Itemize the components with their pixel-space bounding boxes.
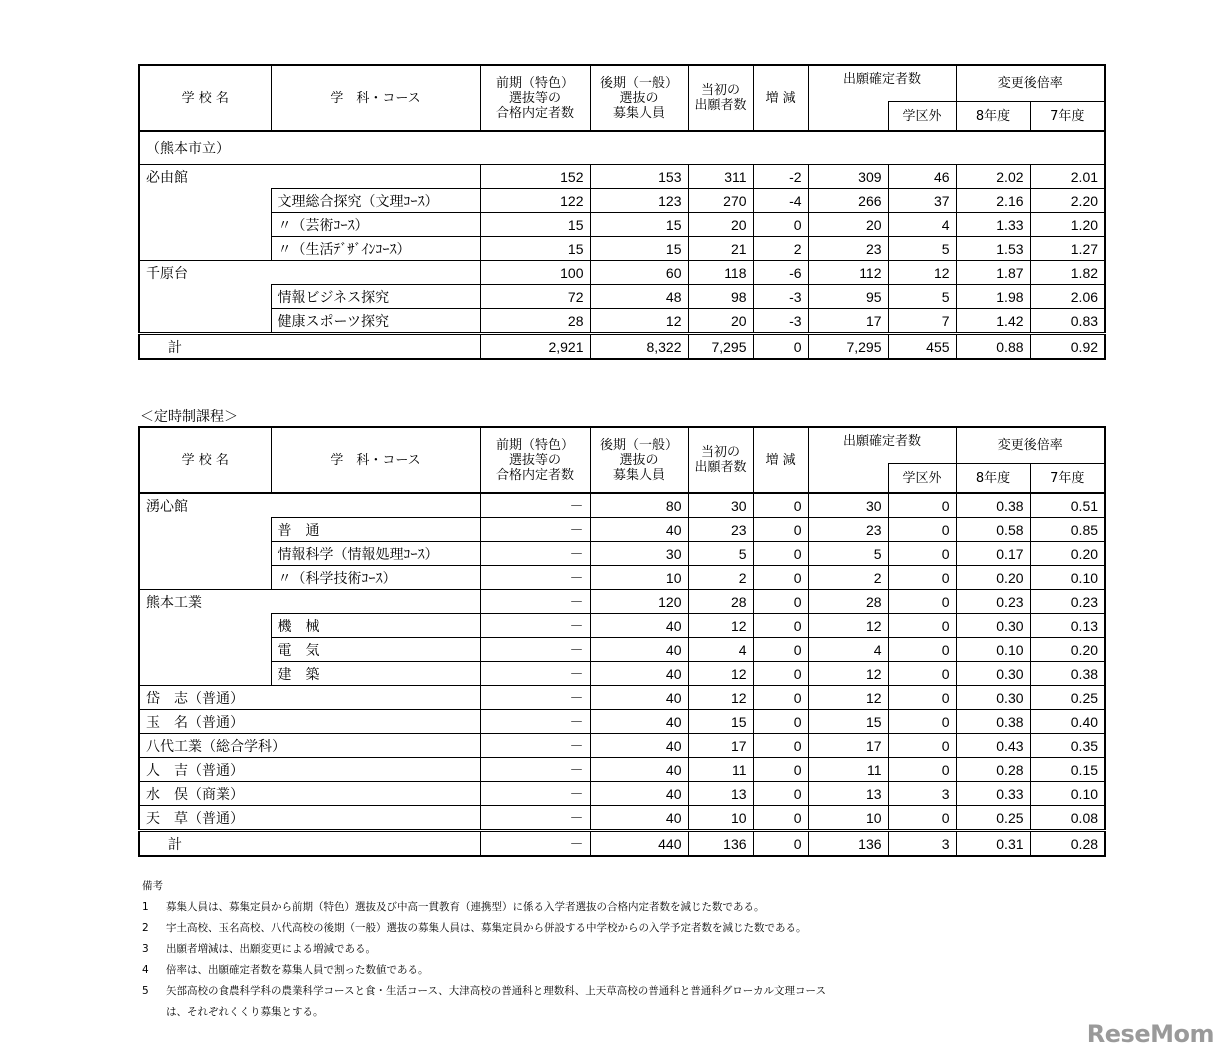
ratio-r7-cell: 0.20: [1030, 542, 1105, 566]
early-cell: －: [480, 734, 590, 758]
initial-header: 当初の 出願者数: [688, 65, 753, 131]
late-header: 後期（一般） 選抜の 募集人員: [590, 427, 688, 493]
table-row: [139, 518, 1105, 542]
note-number: 3: [142, 943, 149, 955]
school-name: 玉 名（普通）: [139, 710, 480, 734]
table-row: [139, 285, 1105, 309]
note-text: 倍率は、出願確定者数を募集人員で割った数値である。: [166, 964, 429, 976]
change-cell: 0: [753, 686, 808, 710]
initial-cell: 270: [688, 189, 753, 213]
change-cell: -3: [753, 309, 808, 334]
total-label: 計: [139, 831, 480, 857]
outside-cell: 37: [888, 189, 956, 213]
table-row: [139, 686, 1105, 710]
ratio-r7-cell: 2.20: [1030, 189, 1105, 213]
outside-cell: 0: [888, 542, 956, 566]
outside-cell: 0: [888, 590, 956, 614]
ratio-r7-cell: 0.28: [1030, 831, 1105, 857]
table-row: [139, 566, 1105, 590]
note-item: [142, 960, 826, 981]
late-cell: 80: [590, 493, 688, 518]
outside-cell: 0: [888, 686, 956, 710]
outside-cell: 0: [888, 638, 956, 662]
outside-cell: 455: [888, 334, 956, 360]
ratio-r7-cell: 1.82: [1030, 261, 1105, 285]
late-cell: 153: [590, 165, 688, 189]
table-row: [139, 782, 1105, 806]
ratio-r7-cell: 0.10: [1030, 782, 1105, 806]
course-name: 電 気: [271, 638, 480, 662]
ratio-r7-cell: 0.13: [1030, 614, 1105, 638]
initial-cell: 12: [688, 614, 753, 638]
outside-cell: 5: [888, 237, 956, 261]
late-cell: 440: [590, 831, 688, 857]
late-cell: 40: [590, 782, 688, 806]
school-name: 水 俣（商業）: [139, 782, 480, 806]
initial-cell: 20: [688, 213, 753, 237]
confirmed-cell: 13: [808, 782, 888, 806]
confirmed-header: 出願確定者数: [808, 65, 956, 102]
note-text: 宇土高校、玉名高校、八代高校の後期（一般）選抜の募集人員は、募集定員から併設する中学校からの入学予定者数を減じた数である。: [166, 922, 807, 934]
ratio-r7-cell: 0.25: [1030, 686, 1105, 710]
ratio-r8-cell: 2.02: [956, 165, 1030, 189]
table-row: [139, 165, 1105, 189]
late-cell: 40: [590, 758, 688, 782]
initial-cell: 2: [688, 566, 753, 590]
change-cell: 0: [753, 638, 808, 662]
school-name: [139, 614, 271, 638]
change-cell: 0: [753, 518, 808, 542]
table-row: [139, 758, 1105, 782]
confirmed-cell: 5: [808, 542, 888, 566]
school-header: 学 校 名: [139, 427, 271, 493]
ratio-r8-cell: 0.38: [956, 710, 1030, 734]
change-cell: -2: [753, 165, 808, 189]
outside-cell: 0: [888, 758, 956, 782]
confirmed-total-header: [808, 102, 888, 131]
outside-cell: 3: [888, 782, 956, 806]
confirmed-cell: 28: [808, 590, 888, 614]
note-text: は、それぞれくくり募集とする。: [166, 1006, 324, 1018]
confirmed-cell: 23: [808, 518, 888, 542]
ratio-r7-cell: 0.38: [1030, 662, 1105, 686]
change-cell: 0: [753, 782, 808, 806]
outside-cell: 5: [888, 285, 956, 309]
confirmed-cell: 4: [808, 638, 888, 662]
change-cell: 0: [753, 590, 808, 614]
confirmed-cell: 30: [808, 493, 888, 518]
initial-cell: 7,295: [688, 334, 753, 360]
ratio-r8-cell: 0.28: [956, 758, 1030, 782]
note-number: [142, 1002, 166, 1023]
table-row: [139, 542, 1105, 566]
initial-cell: 98: [688, 285, 753, 309]
ratio-r8-cell: 0.23: [956, 590, 1030, 614]
early-cell: －: [480, 493, 590, 518]
initial-cell: 21: [688, 237, 753, 261]
school-name: [139, 542, 271, 566]
outside-cell: 4: [888, 213, 956, 237]
outside-cell: 0: [888, 566, 956, 590]
parttime-table: [138, 426, 1106, 857]
ratio-r7-cell: 0.20: [1030, 638, 1105, 662]
school-name: 天 草（普通）: [139, 806, 480, 831]
ratio-header: 変更後倍率: [956, 65, 1105, 102]
early-cell: 15: [480, 213, 590, 237]
change-cell: 0: [753, 213, 808, 237]
ratio-r7-cell: 0.23: [1030, 590, 1105, 614]
early-cell: －: [480, 782, 590, 806]
confirmed-cell: 95: [808, 285, 888, 309]
late-cell: 120: [590, 590, 688, 614]
ratio-r7-cell: 1.27: [1030, 237, 1105, 261]
course-name: [271, 493, 480, 518]
initial-cell: 23: [688, 518, 753, 542]
ratio-r8-cell: 0.25: [956, 806, 1030, 831]
outside-cell: 0: [888, 614, 956, 638]
school-name: [139, 662, 271, 686]
early-header: 前期（特色） 選抜等の 合格内定者数: [480, 65, 590, 131]
table-row: [139, 213, 1105, 237]
school-name: [139, 518, 271, 542]
ratio-r7-cell: 0.10: [1030, 566, 1105, 590]
ratio-r7-cell: 0.85: [1030, 518, 1105, 542]
notes-title: 備考: [142, 880, 163, 892]
early-cell: 28: [480, 309, 590, 334]
change-cell: 0: [753, 710, 808, 734]
outside-cell: 0: [888, 662, 956, 686]
late-cell: 40: [590, 614, 688, 638]
table-row: [139, 662, 1105, 686]
outside-cell: 12: [888, 261, 956, 285]
early-cell: －: [480, 638, 590, 662]
note-text: 矢部高校の食農科学科の農業科学コースと食・生活コース、大津高校の普通科と理数科、上天草高校の普通科と普通科グローカル文理コース: [166, 985, 827, 997]
ratio-r8-cell: 0.30: [956, 662, 1030, 686]
change-cell: -3: [753, 285, 808, 309]
note-item: [142, 1002, 826, 1023]
ratio-r7-cell: 1.20: [1030, 213, 1105, 237]
course-name: 健康スポーツ探究: [271, 309, 480, 334]
late-cell: 40: [590, 734, 688, 758]
late-cell: 8,322: [590, 334, 688, 360]
early-cell: 2,921: [480, 334, 590, 360]
confirmed-cell: 2: [808, 566, 888, 590]
confirmed-cell: 11: [808, 758, 888, 782]
confirmed-cell: 136: [808, 831, 888, 857]
school-name: 岱 志（普通）: [139, 686, 480, 710]
table-row: [139, 831, 1105, 857]
note-number: 5: [142, 985, 149, 997]
late-cell: 40: [590, 518, 688, 542]
ratio-r8-cell: 0.33: [956, 782, 1030, 806]
ratio-r8-cell: 0.58: [956, 518, 1030, 542]
ratio-r8-cell: 0.17: [956, 542, 1030, 566]
outside-cell: 0: [888, 710, 956, 734]
early-cell: －: [480, 806, 590, 831]
ratio-r7-cell: 2.01: [1030, 165, 1105, 189]
course-name: 文理総合探究（文理ｺｰｽ）: [271, 189, 480, 213]
table-row: [139, 734, 1105, 758]
ratio-r7-cell: 0.15: [1030, 758, 1105, 782]
change-cell: -6: [753, 261, 808, 285]
total-label: 計: [139, 334, 480, 360]
change-cell: 0: [753, 493, 808, 518]
table-row: [139, 131, 1105, 165]
ratio-r8-cell: 0.10: [956, 638, 1030, 662]
school-name: [139, 237, 271, 261]
course-name: [271, 261, 480, 285]
ratio-r8-cell: 0.43: [956, 734, 1030, 758]
table-row: [139, 237, 1105, 261]
ratio-r8-cell: 0.38: [956, 493, 1030, 518]
table-row: [139, 806, 1105, 831]
early-cell: －: [480, 831, 590, 857]
change-cell: 0: [753, 662, 808, 686]
initial-cell: 136: [688, 831, 753, 857]
table-row: [139, 189, 1105, 213]
early-cell: 15: [480, 237, 590, 261]
late-cell: 40: [590, 710, 688, 734]
course-name: [271, 165, 480, 189]
confirmed-cell: 112: [808, 261, 888, 285]
ratio-r8-cell: 1.53: [956, 237, 1030, 261]
school-name: [139, 213, 271, 237]
note-item: [142, 939, 826, 960]
course-name: 〃（芸術ｺｰｽ）: [271, 213, 480, 237]
change-cell: 0: [753, 334, 808, 360]
change-cell: 0: [753, 806, 808, 831]
course-name: 機 械: [271, 614, 480, 638]
table-row: [139, 638, 1105, 662]
change-cell: 0: [753, 614, 808, 638]
course-name: 〃（科学技術ｺｰｽ）: [271, 566, 480, 590]
table-row: [139, 334, 1105, 360]
change-cell: 2: [753, 237, 808, 261]
ratio-r8-cell: 0.30: [956, 614, 1030, 638]
initial-cell: 311: [688, 165, 753, 189]
early-cell: －: [480, 518, 590, 542]
confirmed-cell: 12: [808, 614, 888, 638]
ratio-r8-cell: 1.42: [956, 309, 1030, 334]
note-text: 出願者増減は、出願変更による増減である。: [166, 943, 376, 955]
course-name: 情報科学（情報処理ｺｰｽ）: [271, 542, 480, 566]
course-name: 建 築: [271, 662, 480, 686]
outside-district-header: 学区外: [888, 102, 956, 131]
early-cell: －: [480, 542, 590, 566]
change-cell: 0: [753, 734, 808, 758]
initial-cell: 10: [688, 806, 753, 831]
confirmed-cell: 15: [808, 710, 888, 734]
ratio-r7-header: 7年度: [1030, 102, 1105, 131]
confirmed-cell: 309: [808, 165, 888, 189]
table-row: [139, 590, 1105, 614]
note-number: 4: [142, 964, 149, 976]
initial-cell: 12: [688, 662, 753, 686]
early-cell: －: [480, 662, 590, 686]
change-header: 増 減: [753, 427, 808, 493]
initial-cell: 5: [688, 542, 753, 566]
course-name: 情報ビジネス探究: [271, 285, 480, 309]
confirmed-cell: 12: [808, 662, 888, 686]
parttime-caption: ＜定時制課程＞: [140, 409, 238, 425]
late-cell: 15: [590, 237, 688, 261]
early-cell: 72: [480, 285, 590, 309]
confirmed-cell: 20: [808, 213, 888, 237]
early-cell: －: [480, 758, 590, 782]
school-name: [139, 285, 271, 309]
ratio-r7-cell: 0.92: [1030, 334, 1105, 360]
fulltime-table: [138, 64, 1106, 360]
ratio-r8-cell: 2.16: [956, 189, 1030, 213]
confirmed-cell: 7,295: [808, 334, 888, 360]
header-row: [139, 427, 1105, 464]
ratio-r7-cell: 0.35: [1030, 734, 1105, 758]
late-cell: 12: [590, 309, 688, 334]
late-cell: 40: [590, 686, 688, 710]
ratio-r7-cell: 0.08: [1030, 806, 1105, 831]
table-row: [139, 614, 1105, 638]
ratio-r8-cell: 1.33: [956, 213, 1030, 237]
course-name: 普 通: [271, 518, 480, 542]
outside-cell: 3: [888, 831, 956, 857]
initial-cell: 12: [688, 686, 753, 710]
school-name: 湧心館: [139, 493, 271, 518]
early-cell: 122: [480, 189, 590, 213]
note-text: 募集人員は、募集定員から前期（特色）選抜及び中高一貫教育（連携型）に係る入学者選抜の合格内定者数を減じた数である。: [166, 901, 765, 913]
school-name: [139, 566, 271, 590]
initial-cell: 4: [688, 638, 753, 662]
change-cell: 0: [753, 566, 808, 590]
confirmed-cell: 17: [808, 734, 888, 758]
initial-cell: 30: [688, 493, 753, 518]
initial-cell: 20: [688, 309, 753, 334]
late-cell: 123: [590, 189, 688, 213]
note-number: 2: [142, 922, 149, 934]
late-cell: 10: [590, 566, 688, 590]
ratio-r7-cell: 0.40: [1030, 710, 1105, 734]
ratio-r8-header: 8年度: [956, 464, 1030, 493]
outside-cell: 46: [888, 165, 956, 189]
change-cell: -4: [753, 189, 808, 213]
course-header: 学 科・コース: [271, 65, 480, 131]
header-row: [139, 65, 1105, 102]
confirmed-header: 出願確定者数: [808, 427, 956, 464]
table-row: [139, 261, 1105, 285]
early-cell: 152: [480, 165, 590, 189]
confirmed-cell: 23: [808, 237, 888, 261]
ratio-r8-cell: 0.31: [956, 831, 1030, 857]
ratio-r8-cell: 0.88: [956, 334, 1030, 360]
ratio-r7-cell: 0.83: [1030, 309, 1105, 334]
school-header: 学 校 名: [139, 65, 271, 131]
confirmed-cell: 266: [808, 189, 888, 213]
confirmed-cell: 17: [808, 309, 888, 334]
initial-cell: 13: [688, 782, 753, 806]
note-item: [142, 918, 826, 939]
ratio-r8-cell: 0.20: [956, 566, 1030, 590]
confirmed-total-header: [808, 464, 888, 493]
change-cell: 0: [753, 542, 808, 566]
ratio-r8-cell: 0.30: [956, 686, 1030, 710]
early-cell: －: [480, 590, 590, 614]
ratio-r7-cell: 0.51: [1030, 493, 1105, 518]
initial-cell: 17: [688, 734, 753, 758]
school-name: 千原台: [139, 261, 271, 285]
change-cell: 0: [753, 831, 808, 857]
late-cell: 40: [590, 662, 688, 686]
late-cell: 15: [590, 213, 688, 237]
outside-cell: 0: [888, 734, 956, 758]
late-cell: 40: [590, 638, 688, 662]
note-number: 1: [142, 901, 149, 913]
table-row: [139, 710, 1105, 734]
confirmed-cell: 12: [808, 686, 888, 710]
resemom-watermark: ReseMom: [1086, 1020, 1214, 1048]
change-header: 増 減: [753, 65, 808, 131]
early-header: 前期（特色） 選抜等の 合格内定者数: [480, 427, 590, 493]
late-cell: 60: [590, 261, 688, 285]
section-label: （熊本市立）: [139, 131, 1105, 165]
school-name: [139, 638, 271, 662]
table-row: [139, 309, 1105, 334]
early-cell: －: [480, 614, 590, 638]
initial-header: 当初の 出願者数: [688, 427, 753, 493]
table-row: [139, 493, 1105, 518]
course-header: 学 科・コース: [271, 427, 480, 493]
late-cell: 30: [590, 542, 688, 566]
outside-cell: 0: [888, 806, 956, 831]
early-cell: 100: [480, 261, 590, 285]
initial-cell: 28: [688, 590, 753, 614]
ratio-r7-header: 7年度: [1030, 464, 1105, 493]
early-cell: －: [480, 710, 590, 734]
ratio-r8-cell: 1.98: [956, 285, 1030, 309]
initial-cell: 11: [688, 758, 753, 782]
course-name: [271, 590, 480, 614]
confirmed-cell: 10: [808, 806, 888, 831]
outside-cell: 0: [888, 518, 956, 542]
early-cell: －: [480, 566, 590, 590]
outside-district-header: 学区外: [888, 464, 956, 493]
ratio-r8-header: 8年度: [956, 102, 1030, 131]
outside-cell: 0: [888, 493, 956, 518]
school-name: [139, 189, 271, 213]
ratio-r8-cell: 1.87: [956, 261, 1030, 285]
note-item: [142, 897, 826, 918]
school-name: 人 吉（普通）: [139, 758, 480, 782]
school-name: 熊本工業: [139, 590, 271, 614]
initial-cell: 15: [688, 710, 753, 734]
outside-cell: 7: [888, 309, 956, 334]
ratio-header: 変更後倍率: [956, 427, 1105, 464]
school-name: 八代工業（総合学科）: [139, 734, 480, 758]
school-name: [139, 309, 271, 334]
note-item: [142, 981, 826, 1002]
notes: [142, 876, 826, 1023]
late-cell: 40: [590, 806, 688, 831]
ratio-r7-cell: 2.06: [1030, 285, 1105, 309]
initial-cell: 118: [688, 261, 753, 285]
school-name: 必由館: [139, 165, 271, 189]
change-cell: 0: [753, 758, 808, 782]
course-name: 〃（生活ﾃﾞｻﾞｲﾝｺｰｽ）: [271, 237, 480, 261]
late-header: 後期（一般） 選抜の 募集人員: [590, 65, 688, 131]
late-cell: 48: [590, 285, 688, 309]
early-cell: －: [480, 686, 590, 710]
